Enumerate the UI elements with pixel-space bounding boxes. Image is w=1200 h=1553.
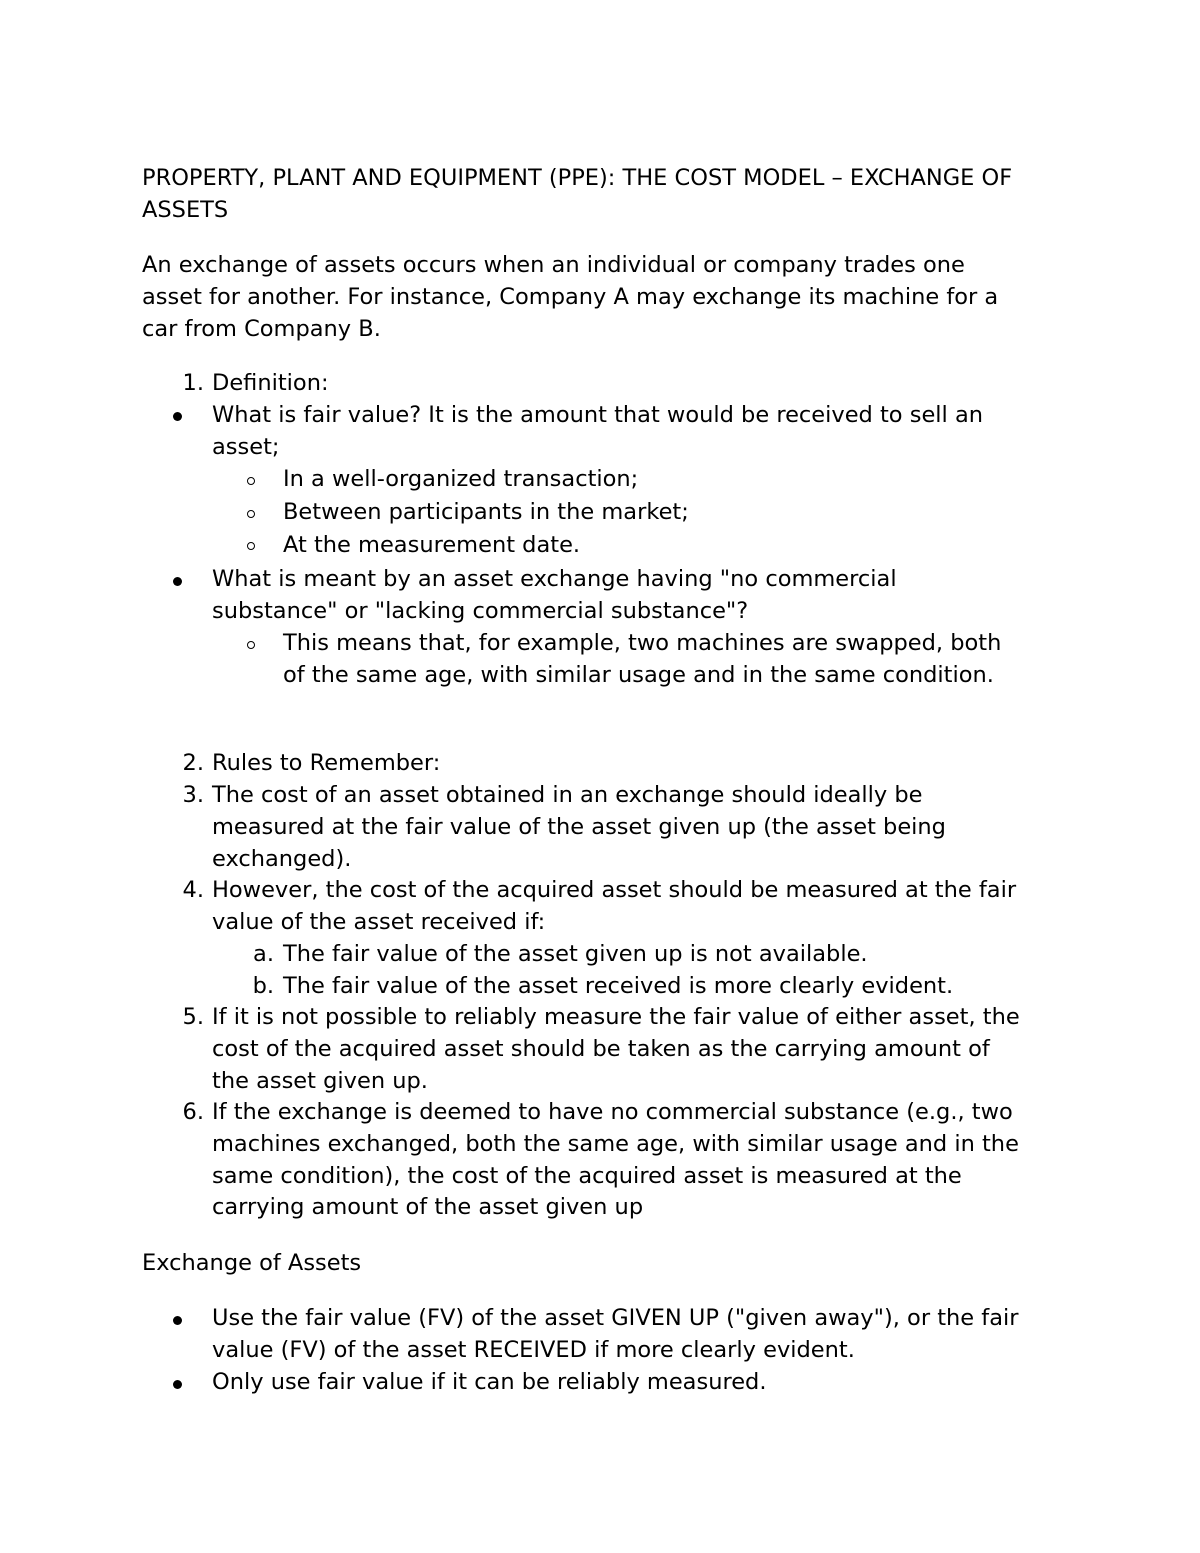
section-heading-exchange: Exchange of Assets — [142, 1250, 362, 1276]
list-number: 6. — [182, 1099, 204, 1125]
section-heading-rules: Rules to Remember: — [212, 750, 441, 776]
document-title: PROPERTY, PLANT AND EQUIPMENT (PPE): THE COST MODEL – EXCHANGE OF ASSETS — [142, 165, 1013, 223]
circle-bullet-icon — [247, 641, 255, 649]
list-item: However, the cost of the acquired asset should be measured at the fair value of the asset received if: — [212, 877, 1017, 935]
list-item: The cost of an asset obtained in an exchange should ideally be measured at the fair value of the asset given up (the asset being exchanged). — [212, 782, 946, 872]
list-item: If the exchange is deemed to have no commercial substance (e.g., two machines exchanged, both the same age, with similar usage and in the same condition), the cost of the acquired asset is measured at the carrying amount of the asset given up — [212, 1099, 1019, 1221]
circle-bullet-icon — [247, 510, 255, 518]
list-item: At the measurement date. — [283, 532, 581, 558]
list-item: Only use fair value if it can be reliably measured. — [212, 1369, 767, 1395]
bullet-icon — [173, 577, 182, 586]
list-number: 2. — [182, 750, 204, 776]
bullet-icon — [173, 412, 182, 421]
intro-paragraph: An exchange of assets occurs when an individual or company trades one asset for another. For instance, Company A may exchange its machine for a car from Company B. — [142, 252, 999, 342]
list-item: If it is not possible to reliably measure the fair value of either asset, the cost of the acquired asset should be taken as the carrying amount of the asset given up. — [212, 1004, 1020, 1094]
circle-bullet-icon — [247, 477, 255, 485]
list-item: This means that, for example, two machines are swapped, both of the same age, with similar usage and in the same condition. — [283, 630, 1002, 688]
list-number: 3. — [182, 782, 204, 808]
circle-bullet-icon — [247, 542, 255, 550]
list-number: 1. — [182, 370, 204, 396]
list-item: The fair value of the asset given up is not available. — [283, 941, 868, 967]
list-number: 4. — [182, 877, 204, 903]
list-item: What is fair value? It is the amount that would be received to sell an asset; — [212, 402, 983, 460]
section-heading-definition: Definition: — [212, 370, 329, 396]
list-item: The fair value of the asset received is more clearly evident. — [283, 973, 954, 999]
list-item: In a well-organized transaction; — [283, 466, 639, 492]
bullet-icon — [173, 1380, 182, 1389]
list-item: What is meant by an asset exchange having "no commercial substance" or "lacking commercial substance"? — [212, 566, 897, 624]
bullet-icon — [173, 1316, 182, 1325]
list-letter: a. — [253, 941, 274, 967]
list-letter: b. — [252, 973, 274, 999]
list-item: Between participants in the market; — [283, 499, 689, 525]
list-number: 5. — [182, 1004, 204, 1030]
list-item: Use the fair value (FV) of the asset GIVEN UP ("given away"), or the fair value (FV) of the asset RECEIVED if more clearly evident. — [212, 1305, 1019, 1363]
